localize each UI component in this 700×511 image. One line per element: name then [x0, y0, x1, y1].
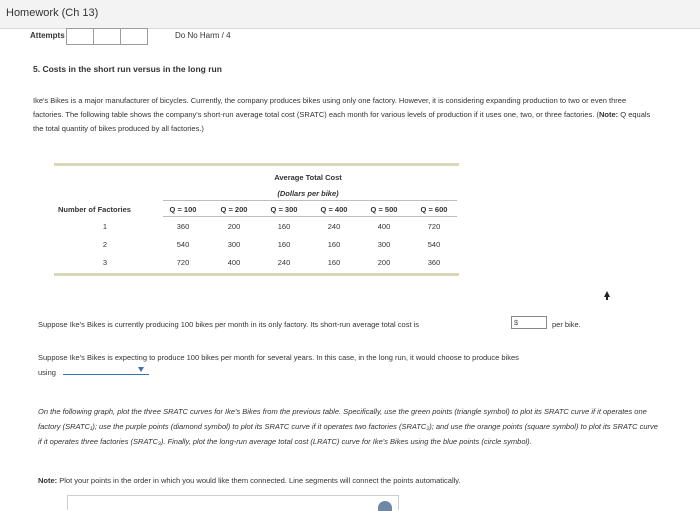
col-header-q400: Q = 400 — [320, 205, 348, 214]
question-intro — [33, 94, 658, 136]
graph-frame — [67, 495, 399, 510]
table-cell: 720 — [427, 222, 441, 231]
row-factories: 2 — [102, 240, 108, 249]
factories-dropdown[interactable] — [63, 365, 149, 375]
table-cell: 160 — [277, 240, 291, 249]
col-header-q300: Q = 300 — [270, 205, 298, 214]
note-text: Plot your points in the order in which you would like them connected. Line segments will connect the points automatically. — [57, 476, 461, 485]
chevron-down-icon[interactable] — [138, 367, 144, 372]
table-cell: 200 — [227, 222, 241, 231]
table-cell: 360 — [176, 222, 190, 231]
graph-note — [38, 476, 461, 485]
table-cell: 360 — [427, 258, 441, 267]
row-factories: 1 — [102, 222, 108, 231]
intro-text: Ike's Bikes is a major manufacturer of bicycles. Currently, the company produces bikes using only one factory. However, it is considering expanding production to two or even three factories. The following table shows the company's short-run average total cost (SRATC) each month for various levels of production if it uses one, two, or three factories. ( — [33, 96, 627, 119]
do-no-harm-score: Do No Harm / 4 — [175, 31, 231, 40]
q1-prompt: Suppose Ike's Bikes is currently producing 100 bikes per month in its only factory. Its short-run average total cost is — [38, 320, 420, 329]
row-factories: 3 — [102, 258, 108, 267]
mouse-cursor-icon — [604, 291, 610, 297]
table-title-underline — [163, 200, 457, 201]
note-label: Note: — [38, 476, 58, 485]
table-cell: 300 — [377, 240, 391, 249]
table-header-underline — [163, 216, 457, 217]
table-cell: 540 — [176, 240, 190, 249]
table-cell: 240 — [327, 222, 341, 231]
col-header-q100: Q = 100 — [169, 205, 197, 214]
table-cell: 400 — [227, 258, 241, 267]
help-icon[interactable] — [378, 501, 392, 511]
question-heading: 5. Costs in the short run versus in the long run — [33, 64, 222, 74]
table-subtitle: (Dollars per bike) — [277, 189, 339, 198]
q1-suffix: per bike. — [552, 320, 581, 329]
header-bar — [0, 0, 700, 29]
col-header-q600: Q = 600 — [420, 205, 448, 214]
table-cell: 540 — [427, 240, 441, 249]
sratc-answer-input[interactable] — [511, 316, 547, 329]
q2-text: Suppose Ike's Bikes is expecting to produce 100 bikes per month for several years. In this case, in the long run, it would choose to produce bikes — [38, 353, 519, 362]
table-cell: 720 — [176, 258, 190, 267]
graph-instructions: On the following graph, plot the three SRATC curves for Ike's Bikes from the previous table. Specifically, use the green points (triangle symbol) to plot its SRATC curve if it operates one factory (SRATC₁); use the purple points (diamond symbol) to plot its SRATC curve if it operates two factories (SRATC₂); and use the orange points (square symbol) to plot its SRATC curve if it operates three factories (SRATC₃). Finally, plot the long-run average total cost (LRATC) curve for Ike's Bikes using the blue points (circle symbol). — [38, 407, 658, 446]
col-header-q200: Q = 200 — [220, 205, 248, 214]
table-cell: 160 — [327, 258, 341, 267]
homework-title: Homework (Ch 13) — [6, 7, 99, 19]
table-bottom-rule — [54, 273, 459, 276]
attempts-indicator — [66, 28, 147, 45]
attempts-label: Attempts — [30, 31, 65, 40]
table-cell: 300 — [227, 240, 241, 249]
table-cell: 240 — [277, 258, 291, 267]
intro-note-text: Q equals the total quantity of bikes produced by all factories.) — [33, 110, 651, 133]
table-cell: 160 — [327, 240, 341, 249]
table-cell: 400 — [377, 222, 391, 231]
table-title: Average Total Cost — [274, 173, 342, 182]
table-top-rule — [54, 163, 459, 166]
attempt-box — [66, 28, 94, 45]
table-cell: 160 — [277, 222, 291, 231]
intro-note-label: Note: — [599, 110, 619, 119]
table-cell: 200 — [377, 258, 391, 267]
q2-using-label: using — [38, 368, 56, 377]
attempt-box — [120, 28, 148, 45]
attempt-box — [93, 28, 121, 45]
row-header: Number of Factories — [58, 205, 131, 214]
col-header-q500: Q = 500 — [370, 205, 398, 214]
